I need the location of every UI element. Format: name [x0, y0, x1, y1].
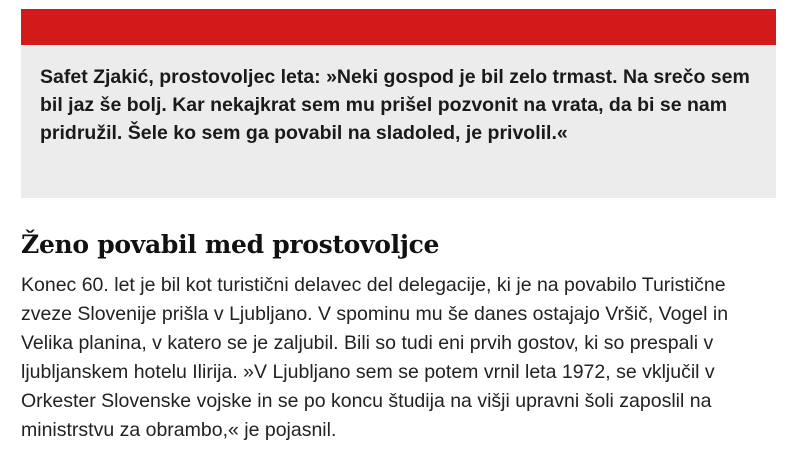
article-paragraph: Konec 60. let je bil kot turistični delavec del delegacije, ki je na povabilo Turistične zveze Slovenije prišla v Ljubljano. V spominu mu še danes ostajajo Vršič, Vogel in Velika planina, v katero se je zaljubil. Bili so tudi eni prvih gostov, ki so prespali v ljubljanskem hotelu Ilirija. »V Ljubljano sem se potem vrnil leta 1972, se vključil v Orkester Slovenske vojske in se po koncu študija na višji upravni šoli zaposlil na ministrstvu za obrambo,« je pojasnil. [21, 274, 729, 441]
pull-quote-box [21, 9, 776, 198]
quote-accent-bar [21, 9, 776, 45]
section-heading: Ženo povabil med prostovoljce [21, 230, 440, 259]
pull-quote-text: Safet Zjakić, prostovoljec leta: »Neki gospod je bil zelo trmast. Na srečo sem bil jaz še bolj. Kar nekajkrat sem mu prišel pozvonit na vrata, da bi se nam pridružil. Šele ko sem ga povabil na sladoled, je privolil.« [40, 66, 750, 144]
